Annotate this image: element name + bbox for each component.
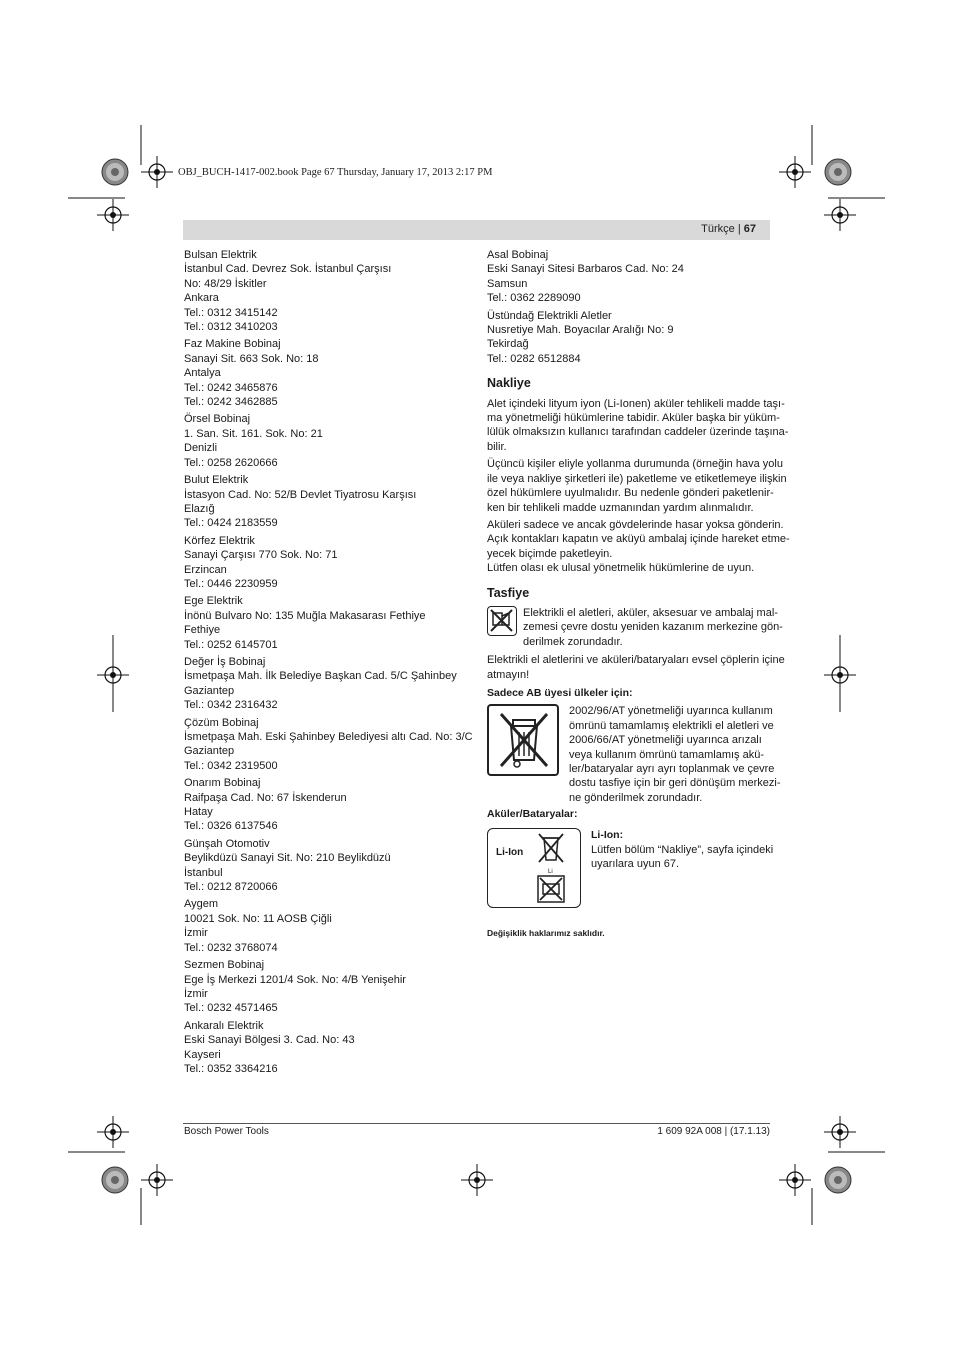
service-address-entry <box>184 248 464 334</box>
service-name: Körfez Elektrik <box>184 534 255 547</box>
address-line: Tel.: 0258 2620666 <box>184 456 278 469</box>
address-line: Tekirdağ <box>487 338 529 351</box>
service-address-entry <box>184 776 464 834</box>
service-name: Faz Makine Bobinaj <box>184 338 281 351</box>
service-name: Günşah Otomotiv <box>184 837 270 850</box>
liion-icon-label: Li-Ion <box>496 846 524 858</box>
text-line: ma yönetmeliği hükümlerine tabidir. Aküler başka bir yüküm- <box>487 412 780 425</box>
address-line: İstanbul <box>184 866 223 879</box>
service-name: Bulut Elektrik <box>184 474 249 487</box>
service-address-entry <box>487 309 771 367</box>
service-name: Bulsan Elektrik <box>184 249 257 261</box>
service-name: Asal Bobinaj <box>487 249 549 261</box>
text-line: ile veya nakliye şirketleri ile) paketleme ve etiketlemeye ilişkin <box>487 472 787 485</box>
text-line: Aküleri sadece ve ancak gövdelerinde hasar yoksa gönderin. <box>487 518 784 531</box>
text-line: veya kullanım ömrünü tamamlamış akü- <box>569 748 765 761</box>
right-column <box>487 248 790 943</box>
address-line: Tel.: 0342 2316432 <box>184 699 278 712</box>
address-line: Tel.: 0232 3768074 <box>184 941 278 954</box>
address-line: Gaziantep <box>184 745 235 758</box>
nakliye-paragraph-2 <box>487 457 787 515</box>
text-line: atmayın! <box>487 668 530 681</box>
recycle-row <box>487 606 783 649</box>
service-address-entry <box>184 473 464 531</box>
address-line: Beylikdüzü Sanayi Sit. No: 210 Beylikdüzü <box>184 852 391 865</box>
text-line: 2002/96/AT yönetmeliği uyarınca kullanım <box>569 705 773 718</box>
address-line: No: 48/29 İskitler <box>184 277 267 290</box>
address-line: Eski Sanayi Bölgesi 3. Cad. No: 43 <box>184 1034 355 1047</box>
address-line: Kayseri <box>184 1048 221 1061</box>
service-name: Üstündağ Elektrikli Aletler <box>487 309 612 322</box>
address-line: İzmir <box>184 987 208 1000</box>
household-warning <box>487 653 785 682</box>
address-line: Tel.: 0342 2319500 <box>184 759 278 772</box>
nakliye-paragraph-3 <box>487 518 790 576</box>
tasfiye-heading: Tasfiye <box>487 585 530 600</box>
address-line: Tel.: 0312 3410203 <box>184 321 278 334</box>
address-line: Gaziantep <box>184 684 235 697</box>
address-line: İnönü Bulvaro No: 135 Muğla Makasarası Fethiye <box>184 609 426 622</box>
liion-title: Li-Ion: <box>591 828 624 841</box>
text-line: Elektrikli el aletleri, aküler, aksesuar ve ambalaj mal- <box>523 606 778 619</box>
liion-row <box>487 828 774 908</box>
eu-text <box>569 704 781 805</box>
liion-info <box>591 828 773 872</box>
book-info-line: OBJ_BUCH-1417-002.book Page 67 Thursday, January 17, 2013 2:17 PM <box>178 167 493 178</box>
address-line: Ankara <box>184 292 219 305</box>
address-line: 10021 Sok. No: 11 AOSB Çiğli <box>184 912 332 925</box>
service-name: Değer İş Bobinaj <box>184 655 266 668</box>
address-line: İsmetpaşa Mah. İlk Belediye Başkan Cad. 5/C Şahinbey <box>184 670 457 683</box>
address-line: Samsun <box>487 277 528 290</box>
text-line: ömrünü tamamlamış elektrikli el aletleri ve <box>569 719 774 732</box>
address-line: Tel.: 0252 6145701 <box>184 638 278 651</box>
service-address-entry <box>184 958 464 1016</box>
service-name: Sezmen Bobinaj <box>184 959 265 972</box>
text-line: ler/bataryalar ayrı ayrı toplanmak ve çevre <box>569 763 775 775</box>
text-line: zemesi çevre dostu yeniden kazanım merkezine gön- <box>523 621 783 634</box>
page-header <box>183 220 770 240</box>
liion-text <box>591 843 773 872</box>
text-line: ne gönderilmek zorundadır. <box>569 791 703 804</box>
address-line: Tel.: 0282 6512884 <box>487 352 581 365</box>
service-address-entry <box>184 594 464 652</box>
service-name: Ege Elektrik <box>184 595 243 608</box>
address-line: Tel.: 0326 6137546 <box>184 820 278 833</box>
page-number: 67 <box>743 223 756 235</box>
text-line: Alet içindeki lityum iyon (Li-Ionen) aküler tehlikeli madde taşı- <box>487 397 785 410</box>
service-address-entry <box>184 412 464 470</box>
recycle-icon <box>487 606 517 636</box>
footer-brand: Bosch Power Tools <box>184 1126 269 1137</box>
text-line: ken bir tehlikeli madde uzmanından yardım alınmalıdır. <box>487 501 754 514</box>
eu-row <box>487 704 781 805</box>
address-line: İstanbul Cad. Devrez Sok. İstanbul Çarşısı <box>184 263 392 276</box>
address-line: Tel.: 0242 3465876 <box>184 381 278 394</box>
rights-reserved: Değişiklik haklarımız saklıdır. <box>487 927 605 938</box>
batteries-heading: Aküler/Bataryalar: <box>487 808 578 821</box>
service-address-entry <box>184 534 464 592</box>
service-name: Çözüm Bobinaj <box>184 716 259 729</box>
service-address-entry <box>487 248 771 306</box>
nakliye-heading: Nakliye <box>487 376 531 391</box>
nakliye-paragraph-1 <box>487 397 789 455</box>
service-name: Ankaralı Elektrik <box>184 1019 264 1032</box>
address-line: İzmir <box>184 927 208 940</box>
address-line: Ege İş Merkezi 1201/4 Sok. No: 4/B Yenişehir <box>184 973 406 986</box>
service-name: Aygem <box>184 898 219 911</box>
footer-rule <box>183 1123 770 1124</box>
text-line: Lütfen olası ek ulusal yönetmelik hükümlerine de uyun. <box>487 562 755 575</box>
service-address-list <box>184 248 473 1079</box>
address-line: İsmetpaşa Mah. Eski Şahinbey Belediyesi altı Cad. No: 3/C <box>184 731 473 743</box>
header-language: Türkçe | 67 <box>701 223 756 235</box>
text-line: Elektrikli el aletlerini ve aküleri/bataryaları evsel çöplerin içine <box>487 654 785 667</box>
service-address-entry <box>184 337 464 409</box>
text-line: özel hükümlere uyulmalıdır. Bu nedenle gönderi paketlenir- <box>487 487 774 500</box>
address-line: Tel.: 0446 2230959 <box>184 577 278 590</box>
service-name: Örsel Bobinaj <box>184 413 251 426</box>
address-line: Raifpaşa Cad. No: 67 İskenderun <box>184 791 347 804</box>
liion-bin-icon <box>536 832 566 866</box>
address-line: 1. San. Sit. 161. Sok. No: 21 <box>184 427 323 440</box>
text-line: 2006/66/AT yönetmeliği uyarınca arızalı <box>569 734 762 747</box>
address-line: Tel.: 0424 2183559 <box>184 517 278 530</box>
service-address-entry <box>184 1019 464 1077</box>
text-line: yecek biçimde paketleyin. <box>487 547 613 560</box>
eu-heading: Sadece AB üyesi ülkeler için: <box>487 686 633 699</box>
text-line: derilmek zorundadır. <box>523 635 623 648</box>
footer-doc-number: 1 609 92A 008 | (17.1.13) <box>657 1126 770 1137</box>
battery-recycle-icon <box>537 875 565 903</box>
service-address-list-continued <box>487 248 771 366</box>
service-address-entry <box>184 655 464 713</box>
address-line: Eski Sanayi Sitesi Barbaros Cad. No: 24 <box>487 263 684 276</box>
address-line: Tel.: 0212 8720066 <box>184 881 278 894</box>
text-line: dostu tasfiye için bir geri dönüşüm merkezi- <box>569 777 781 790</box>
address-line: Hatay <box>184 806 213 819</box>
address-line: Sanayi Çarşısı 770 Sok. No: 71 <box>184 549 338 562</box>
text-line: bilir. <box>487 440 507 453</box>
crossed-bin-icon <box>487 704 559 776</box>
address-line: Erzincan <box>184 563 227 576</box>
address-line: Tel.: 0312 3415142 <box>184 306 278 319</box>
text-line: Üçüncü kişiler eliyle yollanma durumunda (örneğin hava yolu <box>487 458 783 471</box>
recycle-text <box>523 606 783 649</box>
address-line: Sanayi Sit. 663 Sok. No: 18 <box>184 352 319 365</box>
li-small-label: Li <box>548 868 553 875</box>
service-address-entry <box>184 837 464 895</box>
address-line: Nusretiye Mah. Boyacılar Aralığı No: 9 <box>487 324 674 337</box>
service-address-entry <box>184 716 473 774</box>
address-line: Antalya <box>184 367 221 380</box>
address-line: Tel.: 0242 3462885 <box>184 396 278 409</box>
text-line: uyarılara uyun 67. <box>591 858 680 871</box>
liion-disposal-icon <box>487 828 581 908</box>
address-line: Tel.: 0232 4571465 <box>184 1002 278 1015</box>
address-line: Denizli <box>184 442 218 455</box>
text-line: Açık kontakları kapatın ve aküyü ambalaj içinde hareket etme- <box>487 533 790 546</box>
address-line: Elazığ <box>184 502 215 515</box>
address-line: Tel.: 0362 2289090 <box>487 292 581 305</box>
text-line: lülük olmaksızın kullanıcı tarafından caddeler üzerinde taşına- <box>487 426 789 439</box>
service-address-entry <box>184 897 464 955</box>
address-line: Fethiye <box>184 624 221 637</box>
address-line: Tel.: 0352 3364216 <box>184 1062 278 1075</box>
text-line: Lütfen bölüm “Nakliye”, sayfa içindeki <box>591 844 774 857</box>
service-name: Onarım Bobinaj <box>184 777 261 790</box>
address-line: İstasyon Cad. No: 52/B Devlet Tiyatrosu Karşısı <box>184 488 417 501</box>
